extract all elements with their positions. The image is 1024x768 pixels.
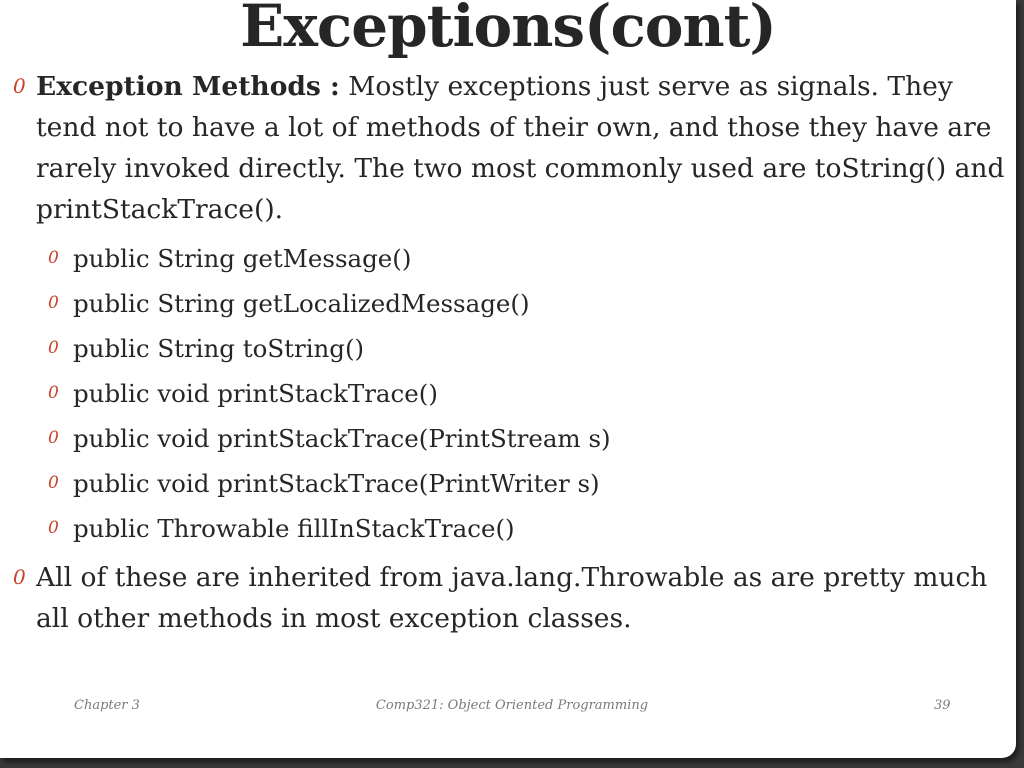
slide-body [0,66,1010,645]
sub-bullet-marker: 0 [48,248,59,268]
sub-bullet-marker: 0 [48,518,59,538]
footer-course: Comp321: Object Oriented Programming [375,698,649,713]
bullet-inherited [0,557,1010,639]
bullet-text: Mostly exceptions just serve as signals. They tend not to have a lot of methods of their own, and those they have are rarely invoked directly. The two most commonly used are toString() and printStackTrace(). [36,71,1005,225]
sub-item [0,281,1010,326]
sub-item [0,371,1010,416]
sub-item-text: public void printStackTrace() [73,379,438,408]
sub-bullet-marker: 0 [48,383,59,403]
footer-chapter: Chapter 3 [74,698,140,713]
sub-item-text: public String getLocalizedMessage() [73,289,530,318]
sub-item-text: public void printStackTrace(PrintStream s) [73,424,611,453]
sub-item-text: public Throwable fillInStackTrace() [73,514,515,543]
sub-item [0,461,1010,506]
sub-bullet-marker: 0 [48,293,59,313]
sub-item-text: public String getMessage() [73,244,412,273]
footer-page-number: 39 [934,698,951,713]
bullet-exception-methods [0,66,1010,230]
slide-title: Exceptions(cont) [240,0,776,60]
sub-bullet-marker: 0 [48,428,59,448]
sub-item [0,416,1010,461]
sub-bullet-marker: 0 [48,338,59,358]
sub-item [0,236,1010,281]
sub-item [0,506,1010,551]
sub-item-text: public String toString() [73,334,365,363]
sub-item [0,326,1010,371]
sub-item-text: public void printStackTrace(PrintWriter s) [73,469,600,498]
bullet-text: All of these are inherited from java.lang.Throwable as are pretty much all other methods in most exception classes. [36,562,988,634]
bullet-marker: 0 [13,565,26,589]
sub-bullet-marker: 0 [48,473,59,493]
bullet-marker: 0 [13,74,26,98]
bullet-lead: Exception Methods : [36,71,340,102]
